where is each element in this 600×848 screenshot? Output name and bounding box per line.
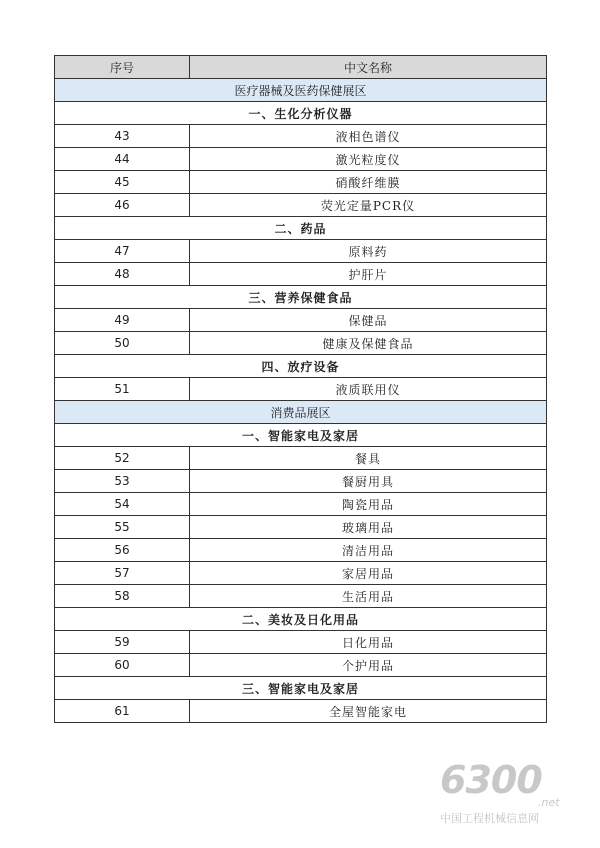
item-name: 荧光定量PCR仪 <box>190 194 547 217</box>
table-row <box>55 171 547 194</box>
category-row <box>55 102 547 125</box>
item-number: 49 <box>55 309 190 332</box>
item-name: 健康及保健食品 <box>190 332 547 355</box>
item-name: 护肝片 <box>190 263 547 286</box>
category-row <box>55 608 547 631</box>
category-title: 三、智能家电及家居 <box>55 677 547 700</box>
table-row <box>55 378 547 401</box>
table-row <box>55 516 547 539</box>
item-name: 家居用品 <box>190 562 547 585</box>
item-number: 45 <box>55 171 190 194</box>
item-number: 46 <box>55 194 190 217</box>
table-row <box>55 263 547 286</box>
item-name: 激光粒度仪 <box>190 148 547 171</box>
table-row <box>55 332 547 355</box>
table-row <box>55 309 547 332</box>
table-row <box>55 447 547 470</box>
item-number: 52 <box>55 447 190 470</box>
exhibit-table <box>54 55 547 723</box>
category-title: 四、放疗设备 <box>55 355 547 378</box>
item-name: 清洁用品 <box>190 539 547 562</box>
item-name: 日化用品 <box>190 631 547 654</box>
category-title: 三、营养保健食品 <box>55 286 547 309</box>
item-number: 54 <box>55 493 190 516</box>
zone-row <box>55 401 547 424</box>
item-number: 51 <box>55 378 190 401</box>
item-name: 液质联用仪 <box>190 378 547 401</box>
item-number: 60 <box>55 654 190 677</box>
item-name: 液相色谱仪 <box>190 125 547 148</box>
item-number: 50 <box>55 332 190 355</box>
table-row <box>55 562 547 585</box>
table-row <box>55 585 547 608</box>
item-name: 全屋智能家电 <box>190 700 547 723</box>
table-row <box>55 700 547 723</box>
category-row <box>55 677 547 700</box>
item-number: 47 <box>55 240 190 263</box>
table-row <box>55 470 547 493</box>
item-number: 58 <box>55 585 190 608</box>
table-row <box>55 125 547 148</box>
table-row <box>55 654 547 677</box>
watermark-site-name: 中国工程机械信息网 <box>440 812 539 825</box>
table-row <box>55 539 547 562</box>
zone-title: 医疗器械及医药保健展区 <box>55 79 547 102</box>
item-name: 餐厨用具 <box>190 470 547 493</box>
category-title: 一、生化分析仪器 <box>55 102 547 125</box>
item-name: 硝酸纤维膜 <box>190 171 547 194</box>
item-name: 生活用品 <box>190 585 547 608</box>
watermark-domain-suffix: .net <box>538 796 560 809</box>
category-row <box>55 424 547 447</box>
header-chinese-name: 中文名称 <box>190 56 547 79</box>
item-number: 53 <box>55 470 190 493</box>
category-title: 一、智能家电及家居 <box>55 424 547 447</box>
item-name: 原料药 <box>190 240 547 263</box>
site-watermark <box>440 758 580 833</box>
category-row <box>55 217 547 240</box>
category-title: 二、药品 <box>55 217 547 240</box>
table-header-row <box>55 56 547 79</box>
zone-row <box>55 79 547 102</box>
item-name: 餐具 <box>190 447 547 470</box>
item-name: 玻璃用品 <box>190 516 547 539</box>
table-row <box>55 194 547 217</box>
item-number: 57 <box>55 562 190 585</box>
category-row <box>55 286 547 309</box>
item-number: 56 <box>55 539 190 562</box>
item-number: 44 <box>55 148 190 171</box>
category-row <box>55 355 547 378</box>
table-row <box>55 240 547 263</box>
item-name: 个护用品 <box>190 654 547 677</box>
table-row <box>55 148 547 171</box>
zone-title: 消费品展区 <box>55 401 547 424</box>
item-name: 陶瓷用品 <box>190 493 547 516</box>
table-row <box>55 493 547 516</box>
table-row <box>55 631 547 654</box>
item-name: 保健品 <box>190 309 547 332</box>
watermark-number: 6300 <box>440 758 542 802</box>
item-number: 61 <box>55 700 190 723</box>
header-number: 序号 <box>55 56 190 79</box>
category-title: 二、美妆及日化用品 <box>55 608 547 631</box>
item-number: 59 <box>55 631 190 654</box>
item-number: 43 <box>55 125 190 148</box>
item-number: 48 <box>55 263 190 286</box>
item-number: 55 <box>55 516 190 539</box>
